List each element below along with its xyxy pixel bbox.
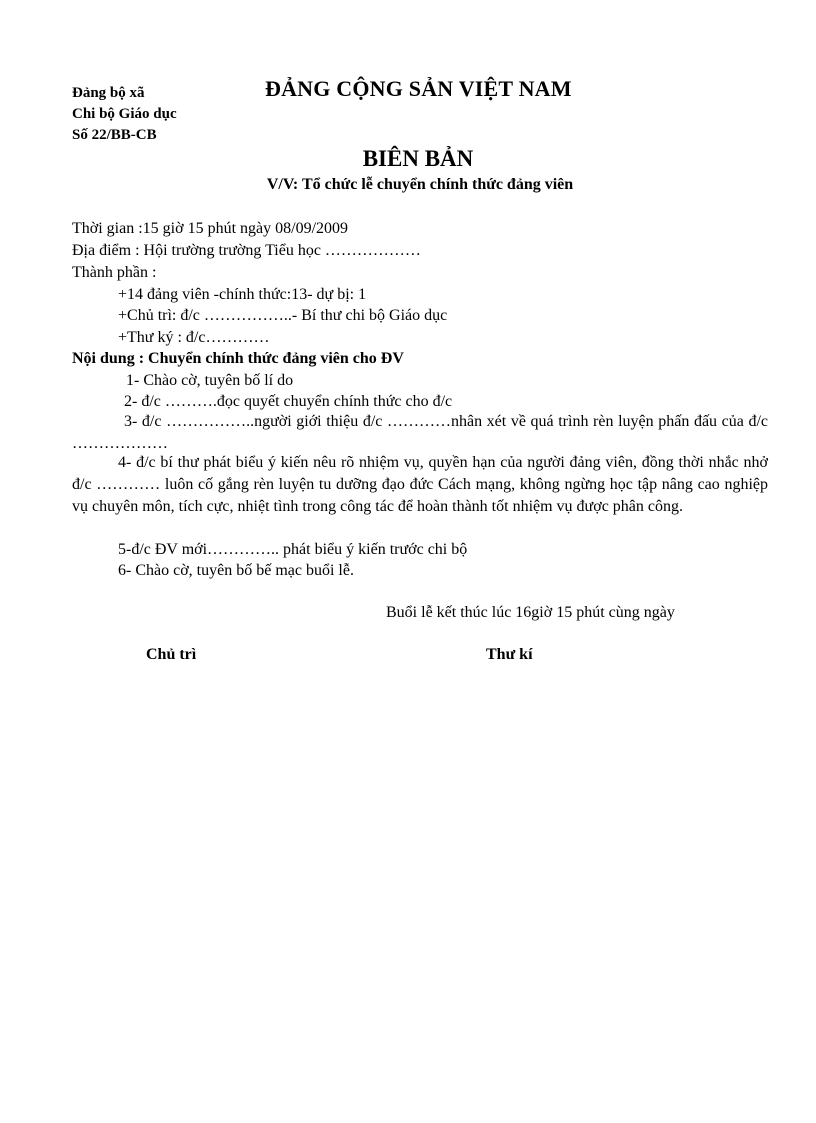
participant-members: +14 đảng viên -chính thức:13- dự bị: 1 — [118, 286, 367, 303]
party-name-heading: ĐẢNG CỘNG SẢN VIỆT NAM — [265, 76, 572, 101]
org-line-party-cell: Chi bộ Giáo dục — [72, 106, 177, 122]
agenda-item-1: 1- Chào cờ, tuyên bố lí do — [126, 372, 294, 389]
org-line-party-committee: Đảng bộ xã — [72, 85, 145, 101]
agenda-item-5: 5-đ/c ĐV mới………….. phát biểu ý kiến trước chi bộ — [118, 541, 468, 558]
meeting-location: Địa điểm : Hội trường trường Tiểu học ……………… — [72, 242, 421, 259]
agenda-item-2: 2- đ/c ……….đọc quyết chuyển chính thức cho đ/c — [124, 393, 453, 410]
agenda-item-4: 4- đ/c bí thư phát biểu ý kiến nêu rõ nhiệm vụ, quyền hạn của người đảng viên, đồng thời nhắc nhở đ/c ………… luôn cố gắng rèn luyện tu dưỡng đạo đức Cách mạng, không ngừng học tập nâng cao nghiệp vụ chuyên môn, tích cực, nhiệt tình trong công tác để hoàn thành tốt nhiệm vụ được phân công. — [72, 454, 768, 515]
signature-secretary-label: Thư kí — [486, 646, 533, 663]
participant-secretary: +Thư ký : đ/c………… — [118, 329, 270, 346]
content-heading: Nội dung : Chuyển chính thức đảng viên cho ĐV — [72, 350, 404, 367]
meeting-time: Thời gian :15 giờ 15 phút ngày 08/09/2009 — [72, 220, 349, 237]
document-title: BIÊN BẢN — [362, 146, 474, 171]
participant-chair: +Chủ trì: đ/c ……………..- Bí thư chi bộ Giáo dục — [118, 307, 448, 324]
document-subtitle: V/V: Tổ chức lễ chuyển chính thức đảng viên — [266, 176, 574, 193]
signature-chair-label: Chủ trì — [146, 646, 197, 663]
participants-label: Thành phần : — [72, 264, 157, 281]
agenda-item-3: 3- đ/c ……………..người giới thiệu đ/c …………nhân xét về quá trình rèn luyện phấn đấu của đ/c ……………… — [72, 413, 768, 452]
agenda-item-6: 6- Chào cờ, tuyên bố bế mạc buổi lễ. — [118, 562, 354, 579]
document-number: Số 22/BB-CB — [72, 127, 157, 143]
closing-note: Buổi lễ kết thúc lúc 16giờ 15 phút cùng ngày — [386, 604, 675, 621]
